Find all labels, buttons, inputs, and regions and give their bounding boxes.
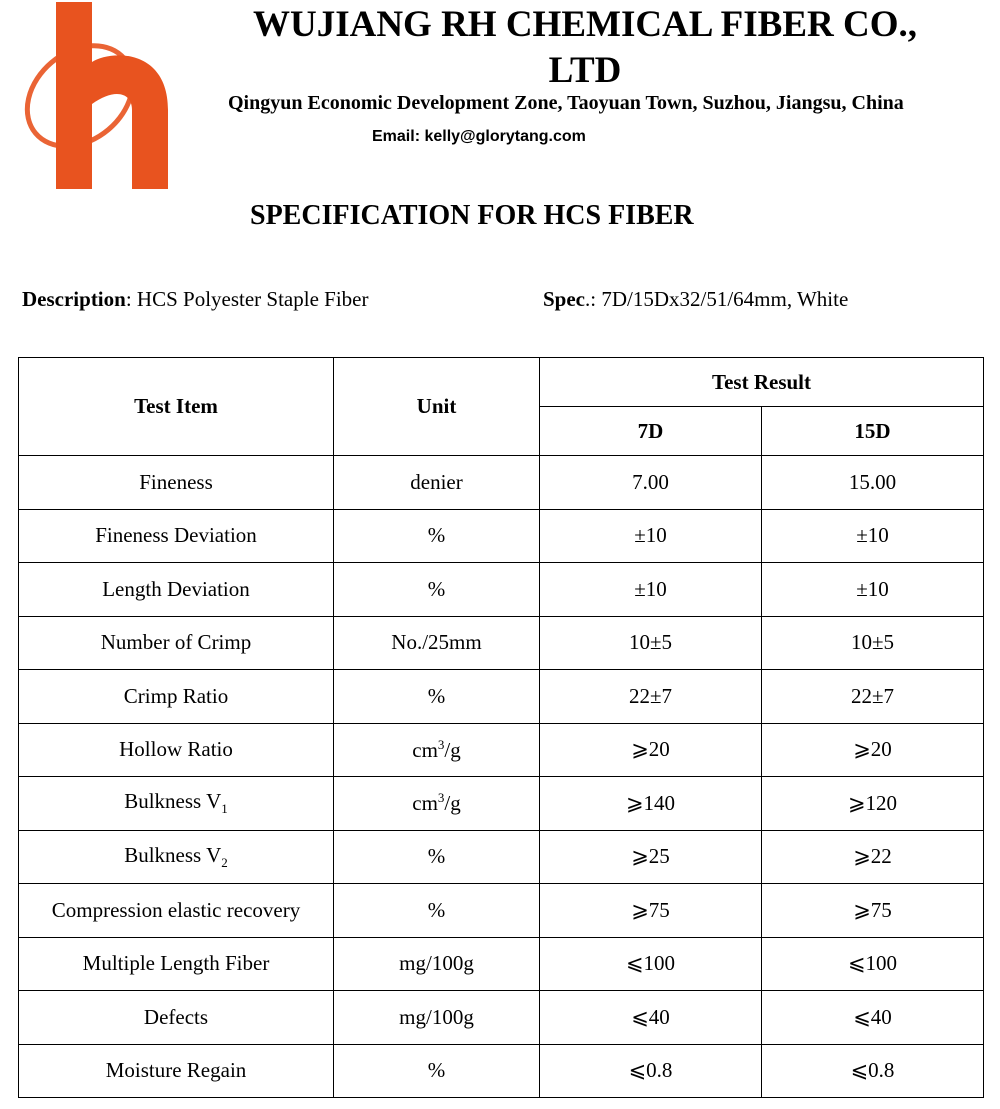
unit-superscript: 3: [437, 736, 445, 752]
unit-label: %: [427, 683, 446, 708]
test-item-cell: [19, 991, 334, 1045]
table-row: [19, 670, 984, 724]
value-7d-cell: ⩽100: [540, 937, 762, 991]
spec-line: [543, 287, 848, 312]
unit-suffix: /g: [444, 791, 461, 816]
value-15d-cell: ±10: [762, 509, 984, 563]
unit-suffix: /g: [444, 737, 461, 762]
value-15d-cell: ⩽40: [762, 991, 984, 1045]
test-item-label: Compression elastic recovery: [51, 897, 301, 922]
test-item-label: Number of Crimp: [100, 630, 252, 655]
test-item-label: Fineness: [139, 469, 213, 494]
value-7d-cell: ⩾25: [540, 830, 762, 884]
table-row: [19, 509, 984, 563]
table-row: [19, 616, 984, 670]
table-row: [19, 1044, 984, 1098]
unit-cell: [334, 991, 540, 1045]
value-7d-cell: ⩾75: [540, 884, 762, 938]
table-row: [19, 563, 984, 617]
unit-cell: [334, 884, 540, 938]
value-15d-cell: ±10: [762, 563, 984, 617]
test-item-cell: [19, 1044, 334, 1098]
test-item-label: Bulkness V: [124, 842, 222, 867]
company-address: Qingyun Economic Development Zone, Taoyuan Town, Suzhou, Jiangsu, China: [228, 92, 904, 114]
company-email: Email: kelly@glorytang.com: [372, 128, 586, 145]
header-7d: 7D: [540, 407, 762, 456]
value-7d-cell: ±10: [540, 509, 762, 563]
unit-cell: [334, 456, 540, 510]
unit-cell: [334, 830, 540, 884]
document-title: SPECIFICATION FOR HCS FIBER: [250, 200, 694, 231]
unit-cell: [334, 1044, 540, 1098]
value-15d-cell: ⩾75: [762, 884, 984, 938]
header-unit: Unit: [334, 358, 540, 456]
table-row: [19, 723, 984, 777]
table-body: [19, 456, 984, 1098]
test-item-label: Crimp Ratio: [123, 683, 229, 708]
table-row: [19, 991, 984, 1045]
test-item-label: Fineness Deviation: [95, 523, 257, 548]
unit-superscript: 3: [437, 790, 445, 806]
test-item-cell: [19, 456, 334, 510]
description-label: Description: [22, 287, 126, 311]
test-item-label: Multiple Length Fiber: [82, 951, 270, 976]
unit-label: denier: [410, 469, 463, 494]
company-name: WUJIANG RH CHEMICAL FIBER CO., LTD: [253, 4, 917, 91]
description-value: : HCS Polyester Staple Fiber: [125, 287, 369, 311]
unit-cell: [334, 616, 540, 670]
spec-value: .: 7D/15Dx32/51/64mm, White: [585, 287, 849, 311]
test-item-subscript: 1: [221, 801, 228, 817]
test-item-cell: [19, 563, 334, 617]
value-7d-cell: ⩽40: [540, 991, 762, 1045]
spec-label: Spec: [543, 287, 585, 311]
value-7d-cell: ⩽0.8: [540, 1044, 762, 1098]
company-logo: [18, 0, 170, 192]
unit-label: %: [427, 844, 446, 869]
value-7d-cell: ⩾140: [540, 777, 762, 831]
unit-cell: [334, 509, 540, 563]
unit-cell: [334, 937, 540, 991]
unit-cell: [334, 563, 540, 617]
header-test-result: Test Result: [540, 358, 984, 407]
unit-cell: [334, 777, 540, 831]
description-line: [22, 287, 369, 312]
test-item-cell: [19, 884, 334, 938]
unit-label: cm: [412, 737, 438, 762]
unit-cell: [334, 670, 540, 724]
unit-label: %: [427, 1058, 446, 1083]
test-item-label: Moisture Regain: [105, 1058, 247, 1083]
unit-label: %: [427, 576, 446, 601]
test-item-subscript: 2: [221, 854, 228, 870]
test-item-label: Defects: [143, 1004, 209, 1029]
unit-label: cm: [412, 791, 438, 816]
value-15d-cell: 22±7: [762, 670, 984, 724]
value-7d-cell: 10±5: [540, 616, 762, 670]
unit-label: No./25mm: [391, 630, 482, 655]
test-item-cell: [19, 616, 334, 670]
unit-cell: [334, 723, 540, 777]
value-7d-cell: ⩾20: [540, 723, 762, 777]
table-row: [19, 456, 984, 510]
test-item-cell: [19, 723, 334, 777]
value-15d-cell: ⩽100: [762, 937, 984, 991]
test-item-label: Bulkness V: [124, 789, 222, 814]
value-15d-cell: ⩾20: [762, 723, 984, 777]
value-7d-cell: 22±7: [540, 670, 762, 724]
value-7d-cell: 7.00: [540, 456, 762, 510]
value-15d-cell: ⩾120: [762, 777, 984, 831]
table-row: [19, 884, 984, 938]
unit-label: %: [427, 897, 446, 922]
test-item-cell: [19, 777, 334, 831]
value-15d-cell: ⩾22: [762, 830, 984, 884]
value-15d-cell: 15.00: [762, 456, 984, 510]
test-item-cell: [19, 937, 334, 991]
header-test-item: Test Item: [19, 358, 334, 456]
unit-label: %: [427, 523, 446, 548]
unit-label: mg/100g: [399, 1004, 474, 1029]
test-item-cell: [19, 509, 334, 563]
value-7d-cell: ±10: [540, 563, 762, 617]
table-row: [19, 777, 984, 831]
unit-label: mg/100g: [399, 951, 474, 976]
header-15d: 15D: [762, 407, 984, 456]
table-row: [19, 937, 984, 991]
test-item-cell: [19, 830, 334, 884]
test-item-label: Hollow Ratio: [119, 737, 233, 762]
specification-table: [18, 357, 984, 1098]
test-item-cell: [19, 670, 334, 724]
test-item-label: Length Deviation: [102, 576, 250, 601]
value-15d-cell: 10±5: [762, 616, 984, 670]
table-row: [19, 830, 984, 884]
value-15d-cell: ⩽0.8: [762, 1044, 984, 1098]
